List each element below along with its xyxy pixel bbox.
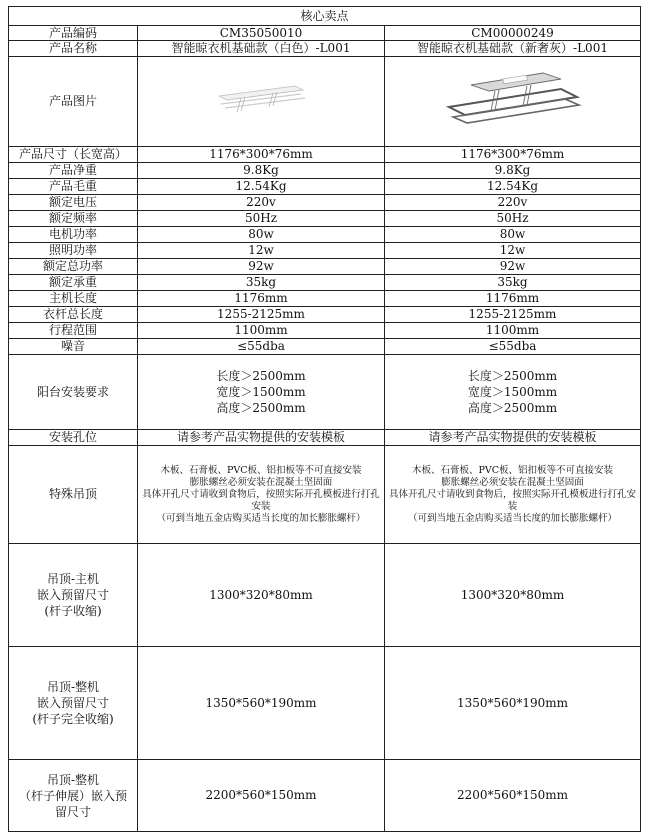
row-label: 主机长度 (9, 291, 138, 307)
cell-b: 1300*320*80mm (385, 544, 641, 647)
note-line: 膨胀螺丝必须安装在混凝土坚固面 (441, 476, 584, 488)
row-label: 安装孔位 (9, 430, 138, 446)
row-label: 噪音 (9, 339, 138, 355)
table-row (9, 446, 641, 544)
table-row (9, 147, 641, 163)
requirement-line: 长度＞2500mm (216, 369, 306, 383)
row-label: 额定承重 (9, 275, 138, 291)
requirement-line: 高度＞2500mm (216, 401, 306, 415)
table-row (9, 355, 641, 430)
row-label: 衣杆总长度 (9, 307, 138, 323)
row-label: 特殊吊顶 (9, 446, 138, 544)
spec-table (8, 6, 641, 832)
cell-b: 220v (385, 195, 641, 211)
note-line: 木板、石膏板、PVC板、铝扣板等不可直接安装 (411, 464, 614, 476)
cell-a: ≤55dba (138, 339, 385, 355)
cell-b: 1255-2125mm (385, 307, 641, 323)
table-row (9, 41, 641, 57)
row-label: 产品净重 (9, 163, 138, 179)
table-title: 核心卖点 (9, 7, 641, 26)
cell-a (138, 446, 385, 544)
table-row (9, 760, 641, 832)
label-line: 留尺寸 (54, 804, 91, 819)
label-line: (杆子收缩) (44, 604, 102, 618)
table-row (9, 323, 641, 339)
cell-b: 92w (385, 259, 641, 275)
table-row (9, 430, 641, 446)
row-label: 额定总功率 (9, 259, 138, 275)
cell-b: CM00000249 (385, 26, 641, 41)
requirement-line: 宽度＞1500mm (467, 385, 558, 399)
table-row (9, 544, 641, 647)
row-label: 阳台安装要求 (9, 355, 138, 430)
note-line: 具体开孔尺寸请收到食物后，按照实际开孔模板进行打孔安装 (388, 488, 636, 512)
cell-b: 1176*300*76mm (385, 147, 641, 163)
table-row (9, 179, 641, 195)
cell-a: 1176mm (138, 291, 385, 307)
cell-a: 请参考产品实物提供的安装模板 (138, 430, 385, 446)
label-line: 吊顶-整机 (46, 772, 100, 787)
cell-b: 12.54Kg (385, 179, 641, 195)
table-row (9, 243, 641, 259)
row-label (9, 760, 138, 832)
cell-a: 12.54Kg (138, 179, 385, 195)
table-row (9, 57, 641, 147)
label-line: （杆子伸展）嵌入预 (18, 788, 127, 803)
cell-a: 9.8Kg (138, 163, 385, 179)
cell-a: CM35050010 (138, 26, 385, 41)
cell-b (385, 355, 641, 430)
table-row (9, 275, 641, 291)
cell-a: 2200*560*150mm (138, 760, 385, 832)
cell-a: 35kg (138, 275, 385, 291)
table-row (9, 163, 641, 179)
cell-a: 220v (138, 195, 385, 211)
cell-a: 50Hz (138, 211, 385, 227)
row-label: 产品编码 (9, 26, 138, 41)
label-line: 吊顶-整机 (46, 680, 100, 694)
cell-b: 12w (385, 243, 641, 259)
table-row (9, 291, 641, 307)
note-line: （可到当地五金店购买适当长度的加长膨胀螺杆） (407, 512, 617, 524)
cell-b: 智能晾衣机基础款（新奢灰）-L001 (385, 41, 641, 57)
label-line: 嵌入预留尺寸 (36, 588, 109, 602)
row-label: 照明功率 (9, 243, 138, 259)
cell-b: 1100mm (385, 323, 641, 339)
table-row (9, 211, 641, 227)
label-line: 吊顶-主机 (46, 572, 100, 586)
cell-a: 1300*320*80mm (138, 544, 385, 647)
table-row (9, 26, 641, 41)
note-line: 具体开孔尺寸请收到食物后，按照实际开孔模板进行打孔安装 (142, 488, 380, 512)
row-label: 产品名称 (9, 41, 138, 57)
cell-a: 1350*560*190mm (138, 647, 385, 760)
cell-b: 35kg (385, 275, 641, 291)
row-label: 额定电压 (9, 195, 138, 211)
requirement-line: 高度＞2500mm (467, 401, 558, 415)
cell-a: 92w (138, 259, 385, 275)
cell-a: 1255-2125mm (138, 307, 385, 323)
cell-a: 1100mm (138, 323, 385, 339)
cell-a: 智能晾衣机基础款（白色）-L001 (138, 41, 385, 57)
row-label: 产品尺寸（长宽高） (9, 147, 138, 163)
label-line: (杆子完全收缩) (32, 712, 114, 726)
row-label (9, 647, 138, 760)
table-row (9, 259, 641, 275)
cell-a: 80w (138, 227, 385, 243)
note-line: 木板、石膏板、PVC板、铝扣板等不可直接安装 (160, 464, 362, 476)
cell-b: 2200*560*150mm (385, 760, 641, 832)
product-image-white (138, 57, 385, 147)
cell-a: 12w (138, 243, 385, 259)
cell-a: 1176*300*76mm (138, 147, 385, 163)
row-label: 额定频率 (9, 211, 138, 227)
cell-b: 1176mm (385, 291, 641, 307)
cell-b: 9.8Kg (385, 163, 641, 179)
cell-a (138, 355, 385, 430)
cell-b: 80w (385, 227, 641, 243)
table-row (9, 227, 641, 243)
note-line: （可到当地五金店购买适当长度的加长膨胀螺杆） (156, 512, 366, 524)
cell-b: 50Hz (385, 211, 641, 227)
table-row (9, 195, 641, 211)
table-row (9, 339, 641, 355)
cell-b: 请参考产品实物提供的安装模板 (385, 430, 641, 446)
row-label: 行程范围 (9, 323, 138, 339)
row-label: 电机功率 (9, 227, 138, 243)
row-label: 产品图片 (9, 57, 138, 147)
table-row (9, 647, 641, 760)
cell-b: 1350*560*190mm (385, 647, 641, 760)
row-label (9, 544, 138, 647)
product-image-gray (385, 57, 641, 147)
note-line: 膨胀螺丝必须安装在混凝土坚固面 (189, 476, 333, 488)
row-label: 产品毛重 (9, 179, 138, 195)
label-line: 嵌入预留尺寸 (36, 696, 109, 710)
table-row (9, 307, 641, 323)
requirement-line: 长度＞2500mm (467, 369, 558, 383)
cell-b: ≤55dba (385, 339, 641, 355)
requirement-line: 宽度＞1500mm (216, 385, 306, 399)
cell-b (385, 446, 641, 544)
